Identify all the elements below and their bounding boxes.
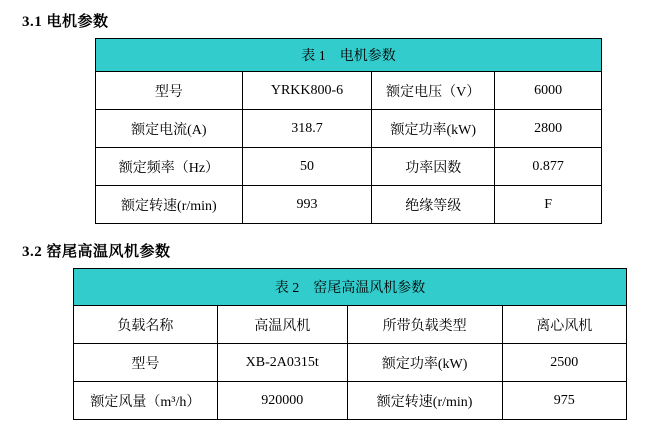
param-name-cell: 额定电流(A) bbox=[96, 110, 243, 148]
table-1-caption: 表 1 电机参数 bbox=[96, 39, 602, 72]
param-name-cell: 功率因数 bbox=[372, 148, 495, 186]
kiln-tail-fan-parameters-table bbox=[73, 268, 627, 420]
param-name-cell: 型号 bbox=[96, 72, 243, 110]
param-name-cell: 额定功率(kW) bbox=[347, 344, 502, 382]
param-value-cell: 50 bbox=[242, 148, 372, 186]
param-name-cell: 型号 bbox=[74, 344, 218, 382]
table-row bbox=[74, 382, 627, 420]
param-value-cell: F bbox=[495, 186, 602, 224]
param-value-cell: 6000 bbox=[495, 72, 602, 110]
table-row bbox=[74, 306, 627, 344]
section-heading-3-1: 3.1 电机参数 bbox=[22, 14, 109, 30]
table-row bbox=[96, 72, 602, 110]
param-value-cell: 920000 bbox=[217, 382, 347, 420]
param-name-cell: 额定频率（Hz） bbox=[96, 148, 243, 186]
param-value-cell: 高温风机 bbox=[217, 306, 347, 344]
table-row bbox=[96, 186, 602, 224]
param-name-cell: 额定转速(r/min) bbox=[96, 186, 243, 224]
table-caption-row bbox=[96, 39, 602, 72]
table-row bbox=[96, 110, 602, 148]
table-row bbox=[96, 148, 602, 186]
param-value-cell: 2800 bbox=[495, 110, 602, 148]
param-name-cell: 负载名称 bbox=[74, 306, 218, 344]
param-name-cell: 额定风量（m³/h） bbox=[74, 382, 218, 420]
table-2-caption: 表 2 窑尾高温风机参数 bbox=[74, 269, 627, 306]
param-name-cell: 所带负载类型 bbox=[347, 306, 502, 344]
param-name-cell: 额定功率(kW) bbox=[372, 110, 495, 148]
param-value-cell: YRKK800-6 bbox=[242, 72, 372, 110]
table-row bbox=[74, 344, 627, 382]
param-value-cell: 0.877 bbox=[495, 148, 602, 186]
param-name-cell: 额定转速(r/min) bbox=[347, 382, 502, 420]
param-value-cell: 离心风机 bbox=[502, 306, 626, 344]
motor-parameters-table bbox=[95, 38, 602, 224]
param-name-cell: 额定电压（V） bbox=[372, 72, 495, 110]
param-value-cell: XB-2A0315t bbox=[217, 344, 347, 382]
param-value-cell: 318.7 bbox=[242, 110, 372, 148]
param-name-cell: 绝缘等级 bbox=[372, 186, 495, 224]
param-value-cell: 993 bbox=[242, 186, 372, 224]
table-caption-row bbox=[74, 269, 627, 306]
param-value-cell: 975 bbox=[502, 382, 626, 420]
param-value-cell: 2500 bbox=[502, 344, 626, 382]
section-heading-3-2: 3.2 窑尾高温风机参数 bbox=[22, 244, 171, 260]
